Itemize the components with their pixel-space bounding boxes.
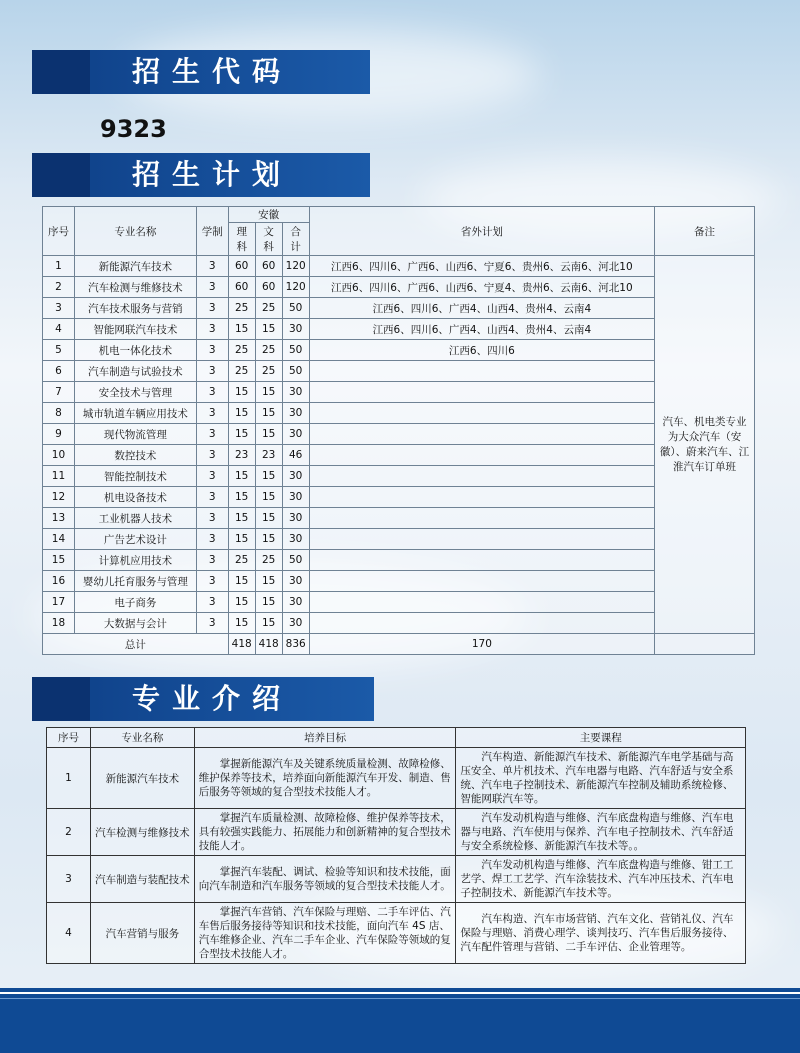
cell-no: 8 — [43, 403, 75, 424]
table-row — [43, 298, 755, 319]
table-row — [43, 487, 755, 508]
table-row — [43, 529, 755, 550]
header-years: 学制 — [196, 207, 228, 256]
table-row — [43, 403, 755, 424]
header-note: 备注 — [655, 207, 755, 256]
table-row — [43, 319, 755, 340]
cell-outside — [309, 424, 654, 445]
cell-wen: 15 — [255, 424, 282, 445]
cell-years: 3 — [196, 571, 228, 592]
cell-li: 15 — [228, 466, 255, 487]
total-note — [655, 634, 755, 655]
cell-total: 30 — [282, 466, 309, 487]
cell-no: 12 — [43, 487, 75, 508]
footer-band — [0, 988, 800, 1053]
section-title: 专业介绍 — [132, 682, 293, 715]
intro-cell-goal: 掌握汽车装配、调试、检验等知识和技术技能，面向汽车制造和汽车服务等领域的复合型技术技能人才。 — [194, 856, 456, 903]
total-total: 836 — [282, 634, 309, 655]
cell-wen: 25 — [255, 361, 282, 382]
intro-cell-courses: 汽车构造、汽车市场营销、汽车文化、营销礼仪、汽车保险与理赔、消费心理学、谈判技巧、汽车售后服务接待、汽车配件管理与营销、二手车评估、企业管理等。 — [456, 903, 746, 964]
cell-name: 大数据与会计 — [74, 613, 196, 634]
cell-years: 3 — [196, 445, 228, 466]
cell-no: 4 — [43, 319, 75, 340]
cell-li: 15 — [228, 571, 255, 592]
cell-years: 3 — [196, 319, 228, 340]
cell-total: 30 — [282, 319, 309, 340]
cell-name: 安全技术与管理 — [74, 382, 196, 403]
cell-years: 3 — [196, 382, 228, 403]
table-row — [43, 571, 755, 592]
section-title: 招生代码 — [132, 55, 293, 88]
cell-li: 15 — [228, 613, 255, 634]
cell-li: 60 — [228, 277, 255, 298]
table-row — [43, 277, 755, 298]
cell-outside — [309, 403, 654, 424]
cell-total: 30 — [282, 403, 309, 424]
cell-wen: 15 — [255, 487, 282, 508]
table-row — [43, 340, 755, 361]
cell-wen: 15 — [255, 529, 282, 550]
cell-name: 数控技术 — [74, 445, 196, 466]
table-row — [43, 466, 755, 487]
cell-no: 9 — [43, 424, 75, 445]
cell-li: 15 — [228, 508, 255, 529]
cell-total: 30 — [282, 508, 309, 529]
cell-years: 3 — [196, 592, 228, 613]
intro-cell-name: 汽车检测与维修技术 — [90, 809, 194, 856]
total-outside: 170 — [309, 634, 654, 655]
cell-wen: 60 — [255, 256, 282, 277]
cell-no: 13 — [43, 508, 75, 529]
cell-li: 15 — [228, 319, 255, 340]
cell-li: 25 — [228, 340, 255, 361]
banner-stripe — [32, 153, 90, 197]
table-row — [43, 256, 755, 277]
cell-total: 46 — [282, 445, 309, 466]
cell-name: 机电设备技术 — [74, 487, 196, 508]
cell-outside: 江西6、四川6、广西6、山西6、宁夏6、贵州6、云南6、河北10 — [309, 256, 654, 277]
header-total: 合 计 — [282, 223, 309, 256]
cell-name: 汽车技术服务与营销 — [74, 298, 196, 319]
cell-wen: 15 — [255, 382, 282, 403]
banner-stripe — [32, 677, 90, 721]
cell-name: 智能控制技术 — [74, 466, 196, 487]
cell-li: 25 — [228, 298, 255, 319]
cell-total: 30 — [282, 382, 309, 403]
intro-cell-courses: 汽车发动机构造与维修、汽车底盘构造与维修、汽车电器与电路、汽车使用与保养、汽车电子控制技术、汽车舒适与安全系统检修、新能源汽车技术等。。 — [456, 809, 746, 856]
cell-years: 3 — [196, 298, 228, 319]
cell-outside — [309, 382, 654, 403]
section-banner-enrollment-plan — [32, 153, 370, 197]
total-wen: 418 — [255, 634, 282, 655]
cell-outside — [309, 466, 654, 487]
cell-outside — [309, 487, 654, 508]
cell-no: 15 — [43, 550, 75, 571]
cell-years: 3 — [196, 487, 228, 508]
cell-wen: 23 — [255, 445, 282, 466]
cell-no: 14 — [43, 529, 75, 550]
header-li: 理 科 — [228, 223, 255, 256]
totals-row — [43, 634, 755, 655]
section-banner-major-intro — [32, 677, 374, 721]
cell-outside — [309, 529, 654, 550]
cell-name: 工业机器人技术 — [74, 508, 196, 529]
table-row — [43, 382, 755, 403]
intro-cell-courses: 汽车发动机构造与维修、汽车底盘构造与维修、钳工工艺学、焊工工艺学、汽车涂装技术、汽车冲压技术、汽车电子控制技术、新能源汽车技术等。 — [456, 856, 746, 903]
cell-no: 10 — [43, 445, 75, 466]
cell-li: 23 — [228, 445, 255, 466]
cell-total: 30 — [282, 571, 309, 592]
cell-total: 120 — [282, 256, 309, 277]
cell-name: 智能网联汽车技术 — [74, 319, 196, 340]
banner-stripe — [32, 50, 90, 94]
table-row — [43, 550, 755, 571]
header-anhui: 安徽 — [228, 207, 309, 223]
footer-line — [0, 992, 800, 994]
total-li: 418 — [228, 634, 255, 655]
header-outside: 省外计划 — [309, 207, 654, 256]
table-row — [47, 809, 746, 856]
cell-outside — [309, 571, 654, 592]
cell-name: 城市轨道车辆应用技术 — [74, 403, 196, 424]
cell-note: 汽车、机电类专业为大众汽车（安徽）、蔚来汽车、江淮汽车订单班 — [655, 256, 755, 634]
cell-li: 60 — [228, 256, 255, 277]
cell-years: 3 — [196, 340, 228, 361]
header-name: 专业名称 — [74, 207, 196, 256]
table-row — [47, 903, 746, 964]
cell-wen: 25 — [255, 298, 282, 319]
cell-name: 汽车制造与试验技术 — [74, 361, 196, 382]
cell-name: 计算机应用技术 — [74, 550, 196, 571]
cell-years: 3 — [196, 277, 228, 298]
cell-no: 16 — [43, 571, 75, 592]
table-row — [43, 592, 755, 613]
cell-li: 25 — [228, 550, 255, 571]
cell-total: 50 — [282, 550, 309, 571]
cell-wen: 15 — [255, 508, 282, 529]
total-label: 总计 — [43, 634, 229, 655]
intro-cell-name: 汽车制造与装配技术 — [90, 856, 194, 903]
cell-total: 120 — [282, 277, 309, 298]
table-row — [47, 748, 746, 809]
cell-total: 30 — [282, 529, 309, 550]
cell-li: 15 — [228, 529, 255, 550]
header-no: 序号 — [43, 207, 75, 256]
cell-total: 50 — [282, 340, 309, 361]
cell-no: 17 — [43, 592, 75, 613]
cell-years: 3 — [196, 424, 228, 445]
cell-li: 15 — [228, 403, 255, 424]
footer-line — [0, 998, 800, 999]
cell-name: 现代物流管理 — [74, 424, 196, 445]
admission-code-value: 9323 — [100, 115, 167, 143]
cell-total: 50 — [282, 361, 309, 382]
cell-name: 电子商务 — [74, 592, 196, 613]
cell-years: 3 — [196, 466, 228, 487]
cell-name: 机电一体化技术 — [74, 340, 196, 361]
intro-cell-goal: 掌握汽车质量检测、故障检修、维护保养等技术，具有较强实践能力、拓展能力和创新精神的复合型技术技能人才。 — [194, 809, 456, 856]
cell-outside — [309, 445, 654, 466]
section-banner-admission-code — [32, 50, 370, 94]
cell-outside: 江西6、四川6 — [309, 340, 654, 361]
cell-total: 50 — [282, 298, 309, 319]
intro-cell-name: 新能源汽车技术 — [90, 748, 194, 809]
intro-cell-name: 汽车营销与服务 — [90, 903, 194, 964]
cell-no: 1 — [43, 256, 75, 277]
cell-outside: 江西6、四川6、广西4、山西4、贵州4、云南4 — [309, 319, 654, 340]
cell-total: 30 — [282, 592, 309, 613]
cell-years: 3 — [196, 361, 228, 382]
cell-years: 3 — [196, 613, 228, 634]
cell-wen: 15 — [255, 613, 282, 634]
cell-wen: 15 — [255, 466, 282, 487]
intro-cell-courses: 汽车构造、新能源汽车技术、新能源汽车电学基础与高压安全、单片机技术、汽车电器与电路、汽车舒适与安全系统、汽车电子控制技术、新能源汽车控制及辅助系统检修、智能网联汽车等。 — [456, 748, 746, 809]
cell-no: 3 — [43, 298, 75, 319]
table-row — [47, 856, 746, 903]
cell-no: 5 — [43, 340, 75, 361]
intro-header-name: 专业名称 — [90, 728, 194, 748]
table-row — [43, 508, 755, 529]
cell-outside: 江西6、四川6、广西6、山西6、宁夏4、贵州6、云南6、河北10 — [309, 277, 654, 298]
cell-no: 7 — [43, 382, 75, 403]
cell-total: 30 — [282, 487, 309, 508]
major-intro-table — [46, 727, 746, 964]
cell-name: 汽车检测与维修技术 — [74, 277, 196, 298]
intro-cell-no: 4 — [47, 903, 91, 964]
cell-wen: 25 — [255, 340, 282, 361]
cell-li: 15 — [228, 424, 255, 445]
cell-years: 3 — [196, 256, 228, 277]
table-row — [43, 613, 755, 634]
table-row — [43, 424, 755, 445]
cell-wen: 60 — [255, 277, 282, 298]
cell-total: 30 — [282, 613, 309, 634]
intro-header-courses: 主要课程 — [456, 728, 746, 748]
cell-no: 6 — [43, 361, 75, 382]
cell-outside: 江西6、四川6、广西4、山西4、贵州4、云南4 — [309, 298, 654, 319]
cell-no: 18 — [43, 613, 75, 634]
cell-wen: 15 — [255, 319, 282, 340]
intro-cell-goal: 掌握新能源汽车及关键系统质量检测、故障检修、维护保养等技术，培养面向新能源汽车开发、制造、售后服务等领域的复合型技术技能人才。 — [194, 748, 456, 809]
cell-outside — [309, 508, 654, 529]
intro-cell-no: 1 — [47, 748, 91, 809]
cell-years: 3 — [196, 403, 228, 424]
header-wen: 文 科 — [255, 223, 282, 256]
cell-li: 25 — [228, 361, 255, 382]
cell-outside — [309, 613, 654, 634]
cell-total: 30 — [282, 424, 309, 445]
section-title: 招生计划 — [132, 158, 293, 191]
cell-outside — [309, 550, 654, 571]
cell-wen: 15 — [255, 571, 282, 592]
cell-wen: 15 — [255, 403, 282, 424]
cell-years: 3 — [196, 550, 228, 571]
cell-name: 广告艺术设计 — [74, 529, 196, 550]
cell-wen: 15 — [255, 592, 282, 613]
table-row — [43, 445, 755, 466]
cell-wen: 25 — [255, 550, 282, 571]
intro-header-goal: 培养目标 — [194, 728, 456, 748]
cell-no: 11 — [43, 466, 75, 487]
cell-outside — [309, 592, 654, 613]
intro-cell-no: 3 — [47, 856, 91, 903]
enrollment-plan-table — [42, 206, 755, 655]
intro-cell-no: 2 — [47, 809, 91, 856]
table-row — [43, 361, 755, 382]
cell-name: 新能源汽车技术 — [74, 256, 196, 277]
cell-years: 3 — [196, 529, 228, 550]
cell-name: 婴幼儿托育服务与管理 — [74, 571, 196, 592]
cell-years: 3 — [196, 508, 228, 529]
intro-header-no: 序号 — [47, 728, 91, 748]
cell-li: 15 — [228, 592, 255, 613]
intro-cell-goal: 掌握汽车营销、汽车保险与理赔、二手车评估、汽车售后服务接待等知识和技术技能，面向汽车 4S 店、汽车维修企业、汽车二手车企业、汽车保险等领域的复合型技术技能人才。 — [194, 903, 456, 964]
cell-li: 15 — [228, 382, 255, 403]
cell-no: 2 — [43, 277, 75, 298]
cell-li: 15 — [228, 487, 255, 508]
cell-outside — [309, 361, 654, 382]
